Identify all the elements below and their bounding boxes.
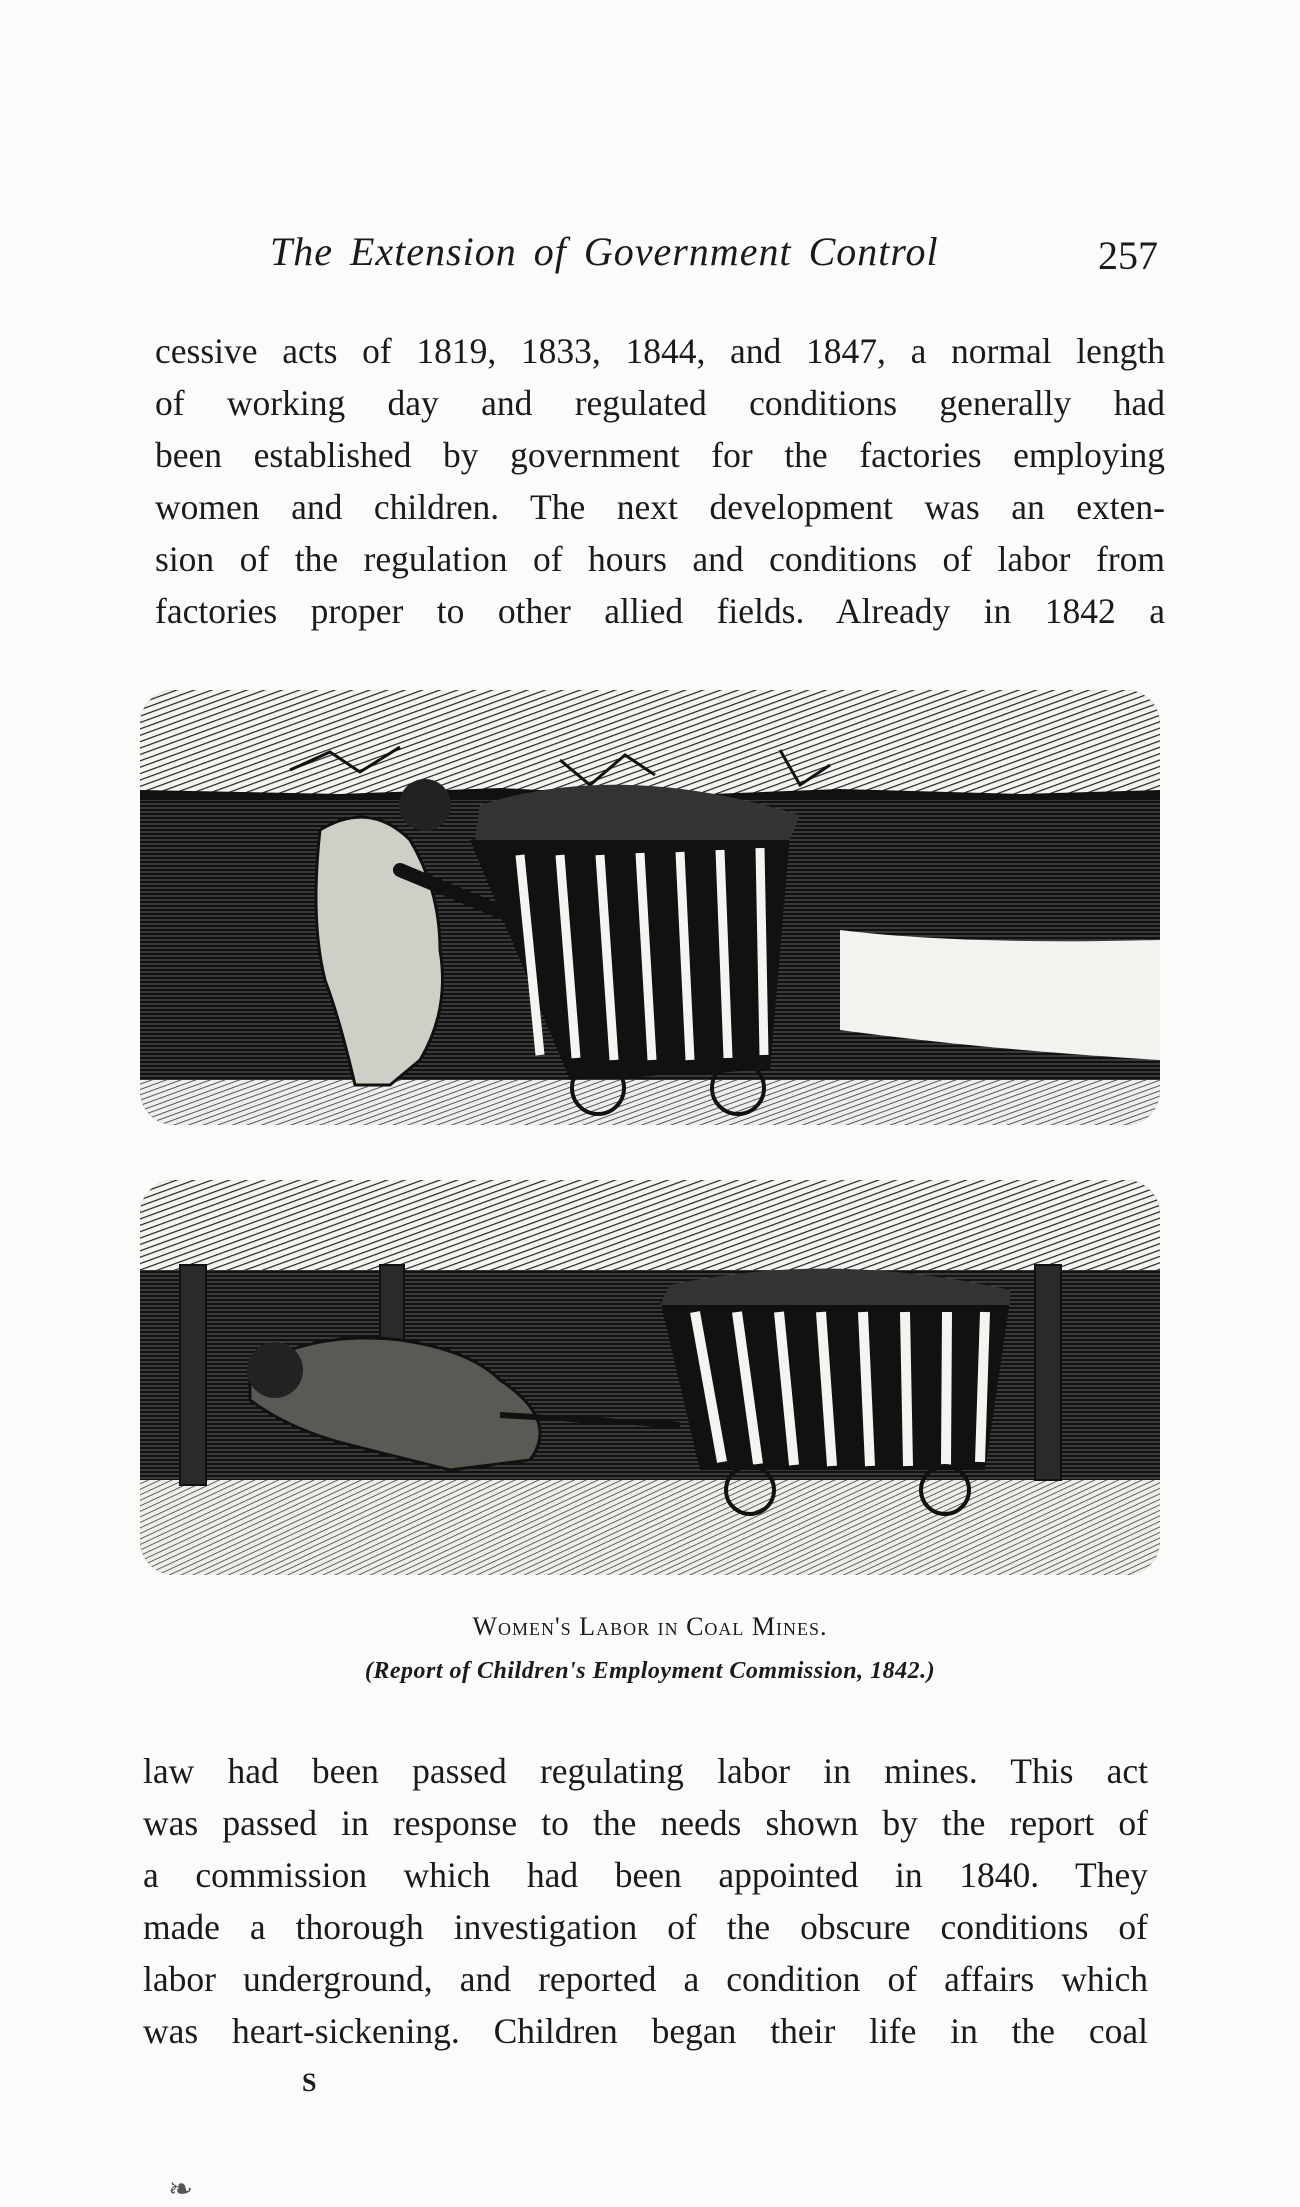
text-line: labor underground, and reported a condition of affairs which — [143, 1959, 1148, 1999]
text-line: women and children. The next development was an exten- — [155, 487, 1165, 527]
signature-mark: S — [302, 2068, 317, 2097]
text-line: was heart-sickening. Children began their life in the coal — [143, 2011, 1148, 2051]
page-header — [270, 228, 1170, 288]
text-line: cessive acts of 1819, 1833, 1844, and 1847, a normal length — [155, 331, 1165, 371]
text-line: factories proper to other allied fields. Already in 1842 a — [155, 591, 1165, 631]
margin-pencil-mark: ❧ — [168, 2173, 194, 2206]
text-line: made a thorough investigation of the obscure conditions of — [143, 1907, 1148, 1947]
figure-caption — [0, 1612, 1300, 1642]
paragraph-bottom — [143, 1745, 1148, 2057]
text-line: law had been passed regulating labor in mines. This act — [143, 1751, 1148, 1791]
engraving-illustration — [140, 690, 1160, 1125]
page-number: 257 — [1098, 233, 1158, 278]
figure-source-text: (Report of Children's Employment Commission, 1842.) — [364, 1658, 936, 1684]
engraving-woman-pushing-cart — [140, 690, 1160, 1125]
figure-source — [0, 1658, 1300, 1685]
engraving-illustration — [140, 1180, 1160, 1575]
engraving-woman-crawling-cart — [140, 1180, 1160, 1575]
text-line: a commission which had been appointed in 1840. They — [143, 1855, 1148, 1895]
text-line: was passed in response to the needs shown by the report of — [143, 1803, 1148, 1843]
text-line: been established by government for the factories employing — [155, 435, 1165, 475]
text-line: sion of the regulation of hours and conditions of labor from — [155, 539, 1165, 579]
running-title: The Extension of Government Control — [270, 229, 939, 274]
paragraph-top — [155, 325, 1165, 637]
figure-caption-text: Women's Labor in Coal Mines. — [472, 1612, 828, 1641]
text-line: of working day and regulated conditions generally had — [155, 383, 1165, 423]
